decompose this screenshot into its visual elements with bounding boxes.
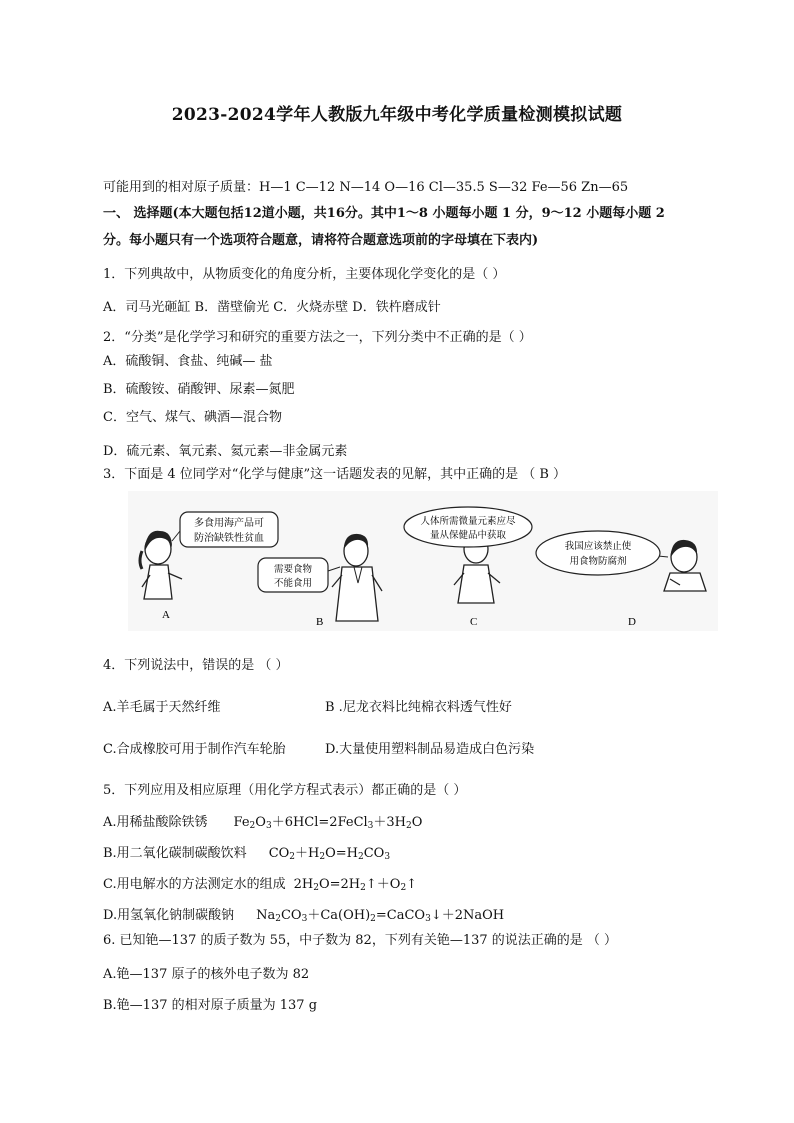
q5-option-c-equation: $2H_2O=2H_2↑+O_2↑$ <box>293 877 418 893</box>
q2-option-a: A．硫酸铜、食盐、纯碱— 盐 <box>103 354 273 369</box>
section-heading-line2: 分。每小题只有一个选项符合题意，请将符合题意选项前的字母填在下表内) <box>103 233 539 248</box>
bubble-b-line1: 需要食物 <box>273 564 313 575</box>
q5-stem: 5．下列应用及相应原理（用化学方程式表示）都正确的是（ ） <box>103 783 467 798</box>
bubble-d-line1: 我国应该禁止使 <box>564 541 632 552</box>
q2-option-c: C．空气、煤气、碘酒—混合物 <box>103 410 282 425</box>
section-heading-line1: 一、 选择题(本大题包括12道小题，共16分。其中1～8 小题每小题 1 分，9～12 小题每小题 2 <box>103 206 665 221</box>
student-b-figure <box>332 534 382 621</box>
bubble-c-line2: 量从保健品中获取 <box>429 530 507 541</box>
q4-option-b: B .尼龙衣料比纯棉衣料透气性好 <box>325 700 512 715</box>
q6-option-a: A.铯—137 原子的核外电子数为 82 <box>103 967 310 982</box>
q5-option-c <box>103 873 417 893</box>
q1-stem: 1．下列典故中，从物质变化的角度分析，主要体现化学变化的是（ ） <box>103 267 506 282</box>
atomic-masses: 可能用到的相对原子质量：H—1 C—12 N—14 O—16 Cl—35.5 S—32 Fe—56 Zn—65 <box>103 180 629 195</box>
q5-option-a-text: A.用稀盐酸除铁锈 <box>103 815 208 830</box>
q5-option-b <box>103 842 390 862</box>
q4-option-d: D.大量使用塑料制品易造成白色污染 <box>325 742 535 757</box>
label-d: D <box>628 616 636 628</box>
label-b: B <box>316 616 324 628</box>
q5-option-c-text: C.用电解水的方法测定水的组成 <box>103 877 286 892</box>
page-title: 2023-2024学年人教版九年级中考化学质量检测模拟试题 <box>171 105 623 125</box>
bubble-c-line1: 人体所需微量元素应尽 <box>420 516 516 527</box>
q5-option-d-text: D.用氢氧化钠制碳酸钠 <box>103 908 235 923</box>
label-a: A <box>162 609 170 621</box>
q1-options: A．司马光砸缸 B．凿壁偷光 C．火烧赤壁 D．铁杵磨成针 <box>103 300 441 315</box>
bubble-d-line2: 用食物防腐剂 <box>569 556 627 567</box>
q5-option-d-equation: $Na_2CO_3+Ca(OH)_2=CaCO_3↓+2NaOH$ <box>256 908 505 924</box>
q2-option-d: D．硫元素、氧元素、氦元素—非金属元素 <box>103 444 348 459</box>
q4-stem: 4．下列说法中，错误的是 （ ） <box>103 658 289 673</box>
student-a-figure <box>140 531 182 599</box>
q2-stem: 2．“分类”是化学学习和研究的重要方法之一，下列分类中不正确的是（ ） <box>103 330 532 345</box>
q6-stem: 6. 已知铯—137 的质子数为 55，中子数为 82，下列有关铯—137 的说法正确的是 （ ） <box>103 933 618 948</box>
student-d-figure <box>664 540 706 591</box>
q5-option-a-equation: $Fe_2O_3+6HCl=2FeCl_3+3H_2O$ <box>233 815 423 831</box>
q2-option-b: B．硫酸铵、硝酸钾、尿素—氮肥 <box>103 382 295 397</box>
q3-stem: 3．下面是 4 位同学对“化学与健康”这一话题发表的见解，其中正确的是 （ B ） <box>103 467 567 482</box>
q5-option-d <box>103 904 504 924</box>
q5-option-b-text: B.用二氧化碳制碳酸饮料 <box>103 846 247 861</box>
bubble-a-line1: 多食用海产品可 <box>194 518 264 529</box>
q4-option-a: A.羊毛属于天然纤维 <box>103 700 221 715</box>
q3-illustration <box>128 491 718 631</box>
q5-option-b-equation: $CO_2+H_2O=H_2CO_3$ <box>268 846 391 862</box>
bubble-b-line2: 不能食用 <box>273 578 313 589</box>
bubble-a-line2: 防治缺铁性贫血 <box>194 533 264 544</box>
q6-option-b: B.铯—137 的相对原子质量为 137 g <box>103 998 318 1013</box>
q4-option-c: C.合成橡胶可用于制作汽车轮胎 <box>103 742 286 757</box>
q5-option-a <box>103 811 422 831</box>
label-c: C <box>470 616 478 628</box>
